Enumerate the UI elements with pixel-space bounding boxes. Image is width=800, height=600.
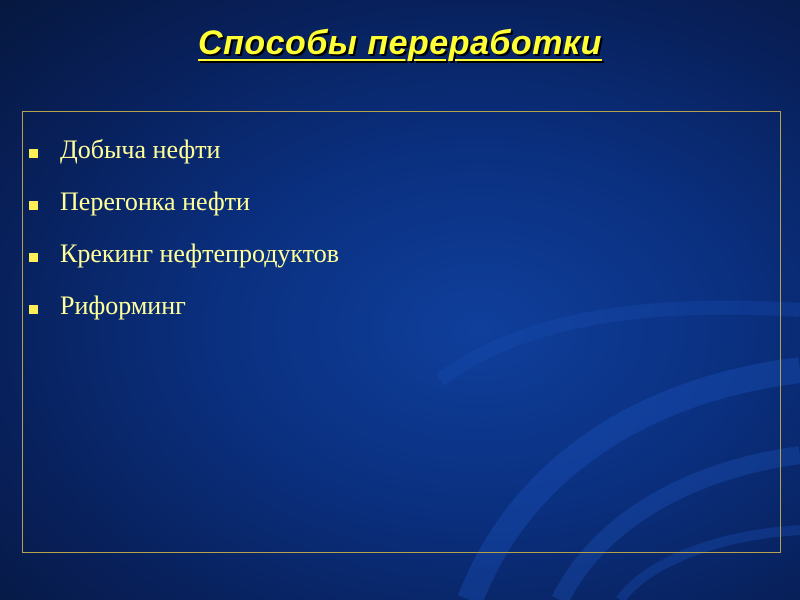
list-item: [29, 124, 339, 176]
list-item-label: Добыча нефти: [60, 135, 221, 164]
list-item: [29, 176, 339, 228]
list-item-label: Риформинг: [60, 291, 186, 320]
list-item-label: Крекинг нефтепродуктов: [60, 239, 340, 268]
square-bullet-icon: [29, 201, 38, 210]
square-bullet-icon: [29, 305, 38, 314]
slide-title: Способы переработки: [198, 24, 602, 62]
square-bullet-icon: [29, 149, 38, 158]
list-item: [29, 228, 339, 280]
square-bullet-icon: [29, 253, 38, 262]
bullet-list: [29, 124, 339, 332]
content-box: [22, 111, 781, 553]
list-item: [29, 280, 339, 332]
list-item-label: Перегонка нефти: [60, 187, 250, 216]
